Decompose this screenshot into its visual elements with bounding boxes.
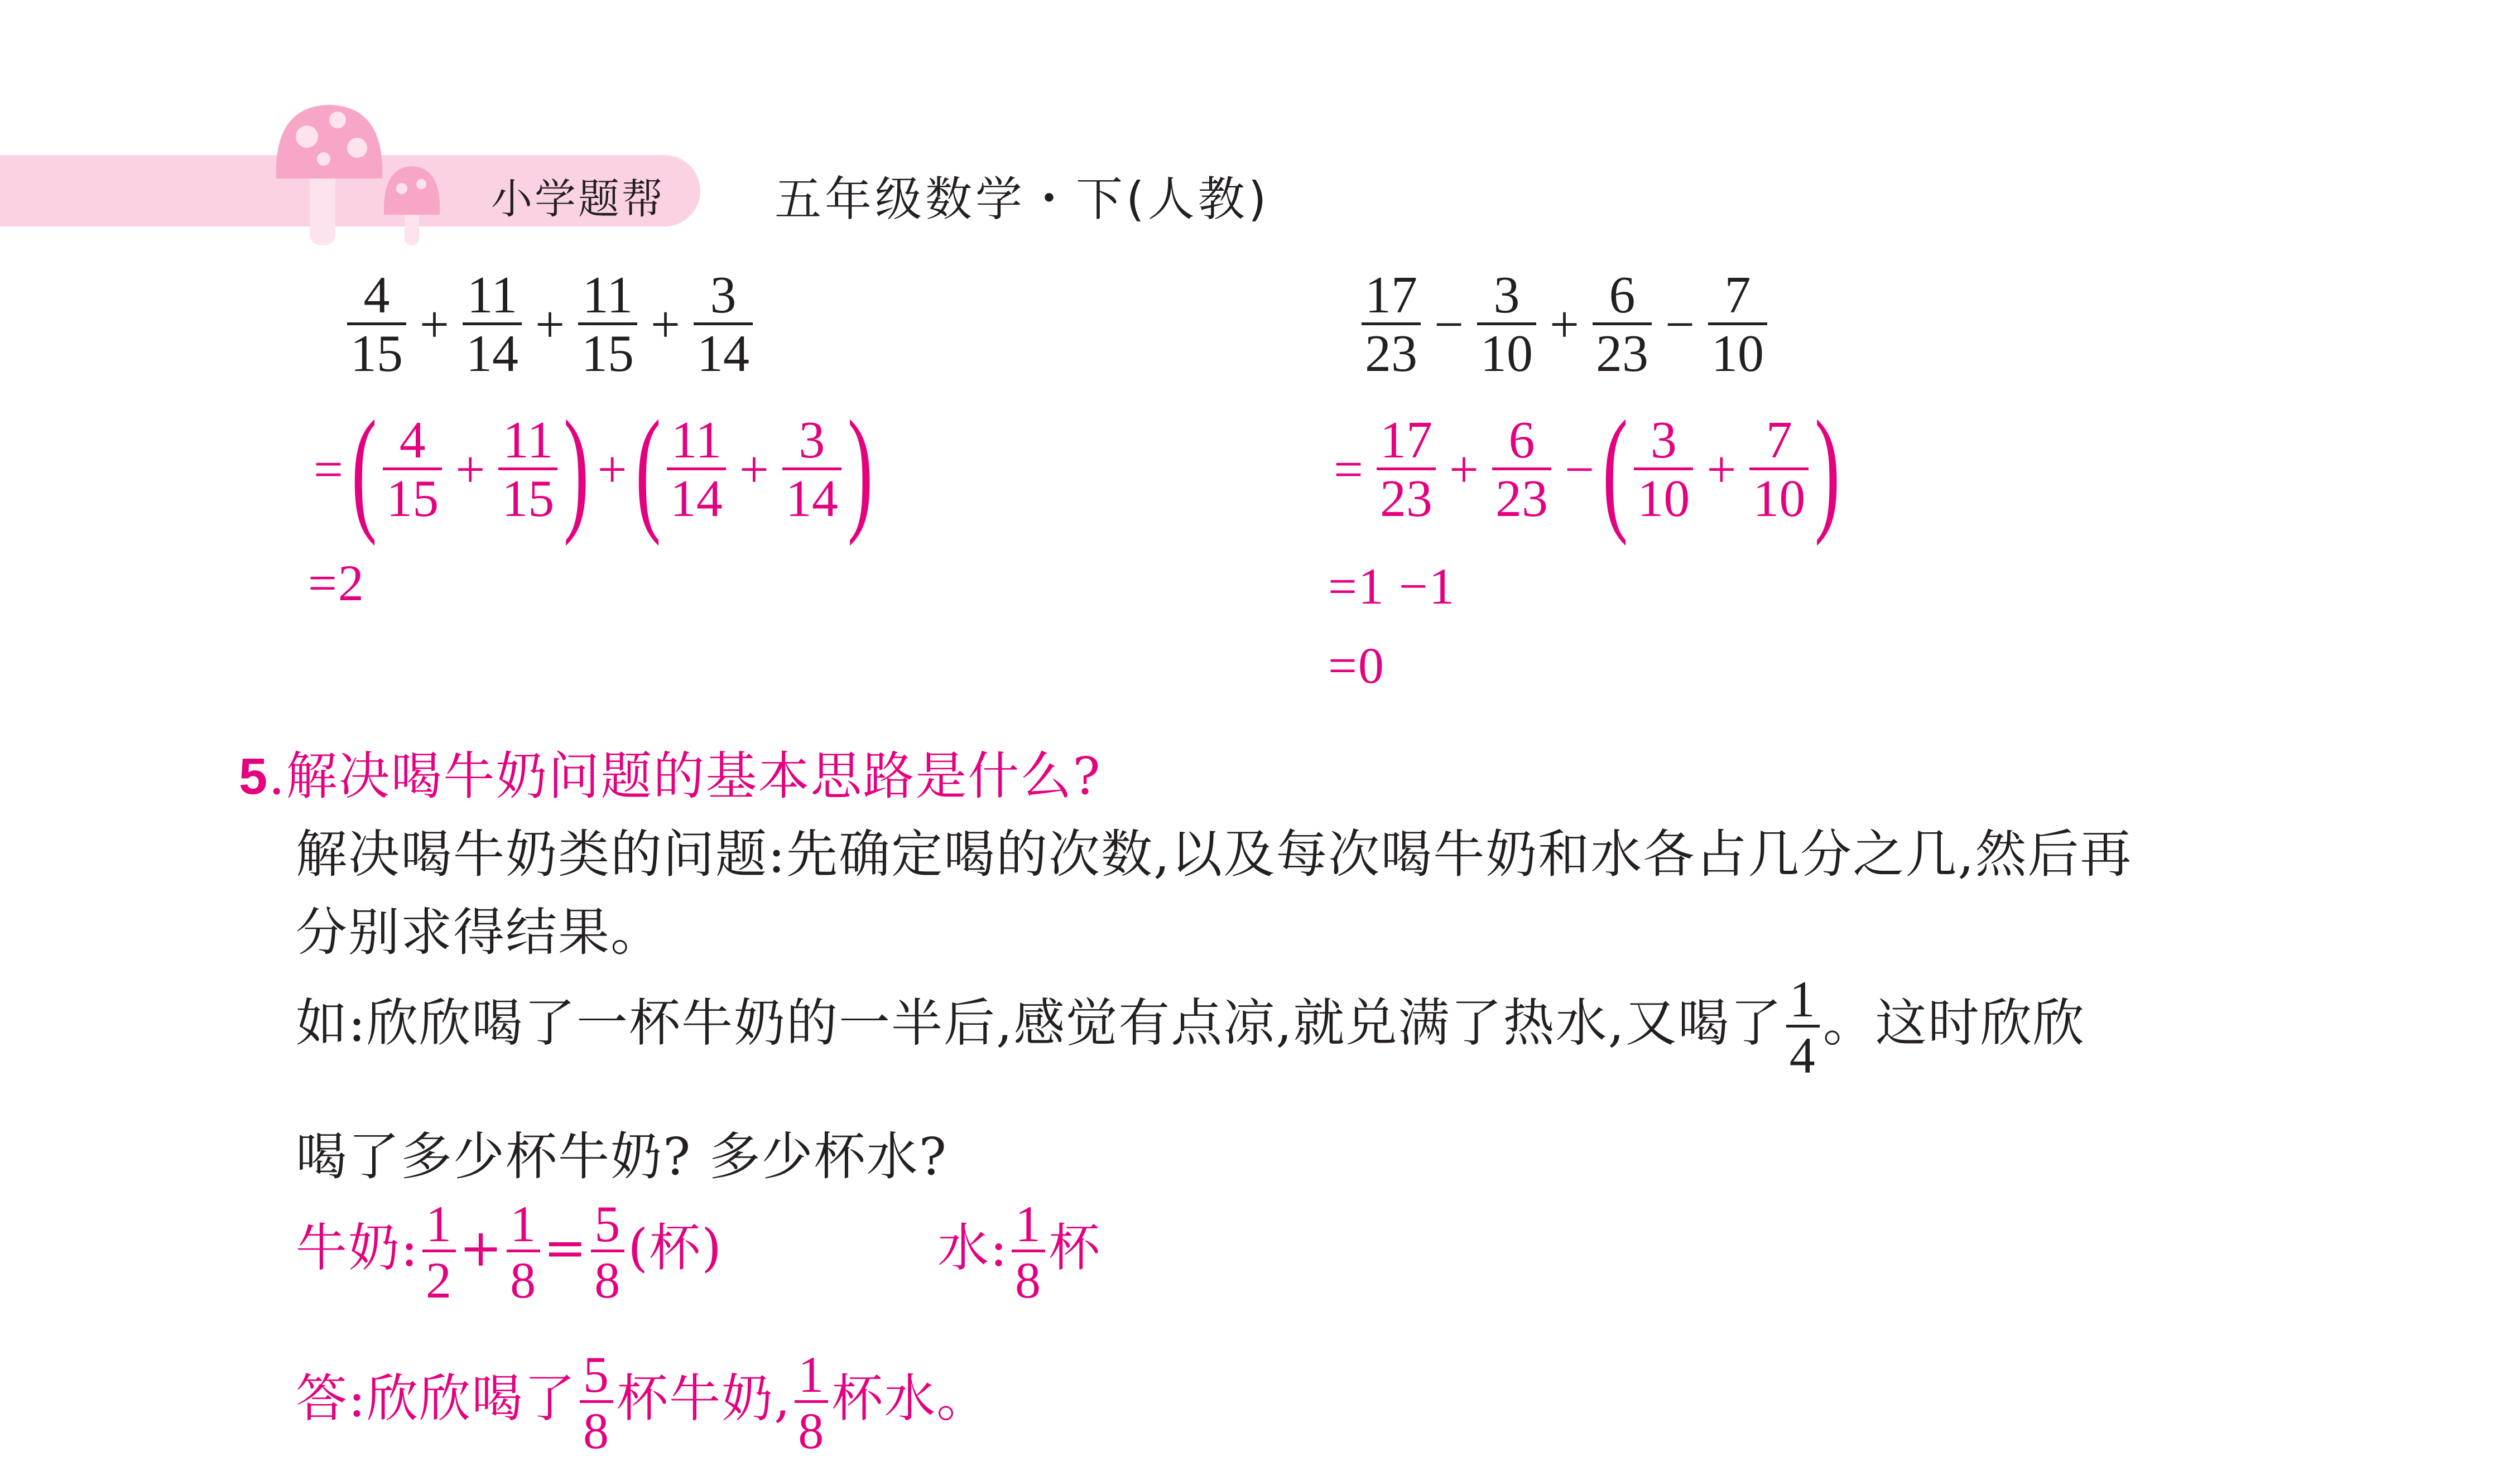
q5-milk-calc: 牛奶: $\frac{1}{2}$ + $\frac{1}{8}$ = $\frac{5}{8}$ (杯) xyxy=(296,1195,723,1309)
q5-example-line2: 喝了多少杯牛奶? 多少杯水? xyxy=(296,1127,948,1187)
left-step1: = ( $\frac{4}{15}$ + $\frac{11}{15}$ ) + ( $\frac{11}{14}$ + $\frac{3}{14}$ ) xyxy=(314,392,873,547)
brand-name: 小学题帮 xyxy=(491,175,665,223)
fraction: $\frac{11}{15}$ xyxy=(498,414,557,526)
fraction: $\frac{11}{14}$ xyxy=(463,269,522,381)
q5-title: 5.解决喝牛奶问题的基本思路是什么? xyxy=(239,746,1102,806)
fraction: $\frac{6}{23}$ xyxy=(1593,269,1652,381)
fraction: $\frac{3}{14}$ xyxy=(694,269,753,381)
right-result: =0 xyxy=(1328,637,1385,694)
fraction: $\frac{3}{10}$ xyxy=(1634,414,1693,526)
fraction: $\frac{7}{10}$ xyxy=(1749,414,1809,526)
fraction: $\frac{3}{14}$ xyxy=(782,414,841,526)
q5-water-calc: 水: $\frac{1}{8}$ 杯 xyxy=(937,1195,1102,1309)
fraction: $\frac{3}{10}$ xyxy=(1477,269,1536,381)
right-question: $\frac{17}{23}$ − $\frac{3}{10}$ + $\frac{6}{23}$ − $\frac{7}{10}$ xyxy=(1356,269,1773,381)
left-result: =2 xyxy=(308,554,365,611)
right-step2: =1 −1 xyxy=(1328,558,1456,615)
fraction: $\frac{4}{15}$ xyxy=(383,414,442,526)
book-title: 五年级数学・下(人教) xyxy=(775,172,1270,226)
fraction: $\frac{11}{15}$ xyxy=(578,269,637,381)
fraction: $\frac{1}{4}$ xyxy=(1786,973,1820,1081)
fraction: $\frac{4}{15}$ xyxy=(347,269,406,381)
right-step1: = $\frac{17}{23}$ + $\frac{6}{23}$ − ( $\frac{3}{10}$ + $\frac{7}{10}$ ) xyxy=(1334,392,1840,547)
fraction: $\frac{11}{14}$ xyxy=(667,414,726,526)
mushroom-logo-icon xyxy=(268,95,446,262)
fraction: $\frac{7}{10}$ xyxy=(1708,269,1767,381)
q5-final-answer: 答:欣欣喝了 $\frac{5}{8}$ 杯牛奶, $\frac{1}{8}$ 杯水。 xyxy=(296,1346,989,1459)
q5-answer-line1: 解决喝牛奶类的问题:先确定喝的次数,以及每次喝牛奶和水各占几分之几,然后再 xyxy=(296,824,2133,884)
fraction: $\frac{6}{23}$ xyxy=(1492,414,1551,526)
q5-example-line1: 如:欣欣喝了一杯牛奶的一半后,感觉有点凉,就兑满了热水,又喝了 $\frac{1}{4}$ 。这时欣欣 xyxy=(296,971,2085,1084)
fraction: $\frac{17}{23}$ xyxy=(1377,414,1436,526)
fraction: $\frac{17}{23}$ xyxy=(1362,269,1421,381)
q5-number: 5 xyxy=(239,748,269,805)
q5-answer-line2: 分别求得结果。 xyxy=(296,903,663,962)
left-question: $\frac{4}{15}$ + $\frac{11}{14}$ + $\frac{11}{15}$ + $\frac{3}{14}$ xyxy=(342,269,758,381)
